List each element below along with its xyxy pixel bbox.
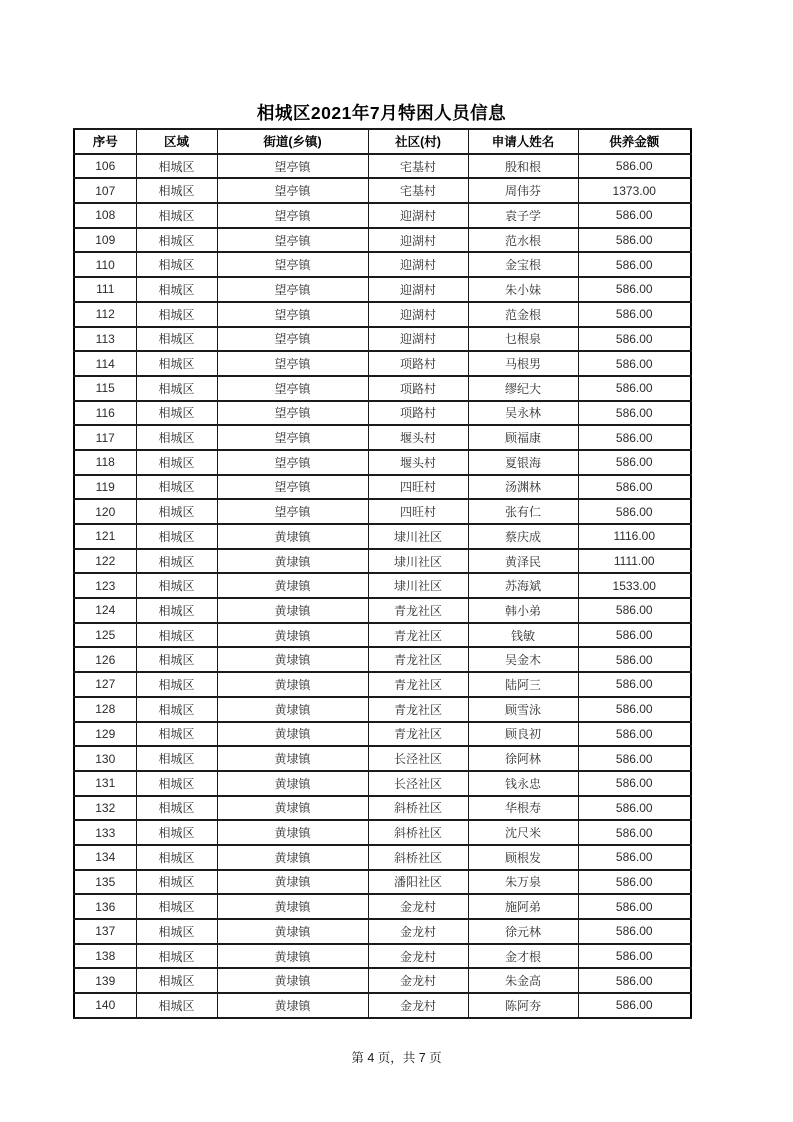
table-cell: 沈尺米 [468, 820, 578, 845]
table-cell: 黄埭镇 [217, 573, 368, 598]
table-cell: 施阿弟 [468, 894, 578, 919]
table-cell: 586.00 [578, 228, 691, 253]
table-cell: 133 [74, 820, 136, 845]
table-cell: 相城区 [136, 376, 217, 401]
table-cell: 相城区 [136, 919, 217, 944]
table-cell: 马根男 [468, 351, 578, 376]
table-cell: 相城区 [136, 598, 217, 623]
table-cell: 望亭镇 [217, 425, 368, 450]
table-cell: 苏海斌 [468, 573, 578, 598]
table-cell: 135 [74, 870, 136, 895]
table-cell: 望亭镇 [217, 178, 368, 203]
table-cell: 相城区 [136, 697, 217, 722]
table-cell: 望亭镇 [217, 228, 368, 253]
table-cell: 乜根泉 [468, 327, 578, 352]
table-cell: 相城区 [136, 894, 217, 919]
table-row [74, 228, 691, 253]
table-cell: 相城区 [136, 450, 217, 475]
table-cell: 相城区 [136, 524, 217, 549]
table-cell: 相城区 [136, 401, 217, 426]
table-row [74, 425, 691, 450]
table-cell: 相城区 [136, 549, 217, 574]
table-row [74, 796, 691, 821]
table-cell: 张有仁 [468, 499, 578, 524]
table-cell: 金龙村 [368, 944, 468, 969]
table-cell: 望亭镇 [217, 252, 368, 277]
table-cell: 127 [74, 672, 136, 697]
table-cell: 139 [74, 968, 136, 993]
page-number-footer: 第 4 页，共 7 页 [351, 1051, 442, 1065]
table-cell: 相城区 [136, 870, 217, 895]
table-cell: 望亭镇 [217, 327, 368, 352]
table-cell: 586.00 [578, 647, 691, 672]
table-cell: 顾良初 [468, 722, 578, 747]
table-cell: 586.00 [578, 672, 691, 697]
table-cell: 120 [74, 499, 136, 524]
table-cell: 吴永林 [468, 401, 578, 426]
table-cell: 望亭镇 [217, 376, 368, 401]
table-cell: 项路村 [368, 401, 468, 426]
table-cell: 124 [74, 598, 136, 623]
table-row [74, 499, 691, 524]
table-cell: 586.00 [578, 870, 691, 895]
table-row [74, 598, 691, 623]
table-row [74, 746, 691, 771]
column-header: 街道(乡镇) [217, 129, 368, 154]
table-cell: 黄埭镇 [217, 820, 368, 845]
table-cell: 586.00 [578, 894, 691, 919]
table-cell: 金龙村 [368, 993, 468, 1018]
table-cell: 相城区 [136, 228, 217, 253]
table-cell: 108 [74, 203, 136, 228]
table-cell: 四旺村 [368, 475, 468, 500]
table-cell: 望亭镇 [217, 203, 368, 228]
table-cell: 金龙村 [368, 968, 468, 993]
page-title: 相城区2021年7月特困人员信息 [256, 103, 507, 123]
table-cell: 586.00 [578, 277, 691, 302]
table-cell: 586.00 [578, 722, 691, 747]
table-cell: 钱永忠 [468, 771, 578, 796]
table-row [74, 252, 691, 277]
table-cell: 长泾社区 [368, 746, 468, 771]
table-cell: 129 [74, 722, 136, 747]
table-cell: 黄埭镇 [217, 993, 368, 1018]
table-cell: 堰头村 [368, 425, 468, 450]
table-cell: 586.00 [578, 697, 691, 722]
table-cell: 586.00 [578, 351, 691, 376]
table-cell: 586.00 [578, 499, 691, 524]
table-cell: 斜桥社区 [368, 820, 468, 845]
table-cell: 黄埭镇 [217, 623, 368, 648]
table-cell: 金宝根 [468, 252, 578, 277]
column-header: 序号 [74, 129, 136, 154]
table-cell: 140 [74, 993, 136, 1018]
table-cell: 黄埭镇 [217, 746, 368, 771]
table-cell: 迎湖村 [368, 228, 468, 253]
table-cell: 112 [74, 302, 136, 327]
table-cell: 相城区 [136, 820, 217, 845]
table-cell: 韩小弟 [468, 598, 578, 623]
table-row [74, 944, 691, 969]
table-row [74, 722, 691, 747]
table-cell: 137 [74, 919, 136, 944]
table-cell: 黄埭镇 [217, 968, 368, 993]
table-cell: 116 [74, 401, 136, 426]
table-cell: 金龙村 [368, 894, 468, 919]
table-cell: 黄埭镇 [217, 672, 368, 697]
table-cell: 黄埭镇 [217, 894, 368, 919]
table-cell: 1111.00 [578, 549, 691, 574]
table-cell: 586.00 [578, 203, 691, 228]
table-cell: 586.00 [578, 623, 691, 648]
table-cell: 黄埭镇 [217, 771, 368, 796]
table-cell: 134 [74, 845, 136, 870]
table-cell: 青龙社区 [368, 722, 468, 747]
table-row [74, 919, 691, 944]
table-cell: 项路村 [368, 376, 468, 401]
table-row [74, 672, 691, 697]
table-cell: 相城区 [136, 796, 217, 821]
table-row [74, 870, 691, 895]
table-cell: 袁子学 [468, 203, 578, 228]
table-cell: 范金根 [468, 302, 578, 327]
table-cell: 望亭镇 [217, 302, 368, 327]
table-cell: 迎湖村 [368, 302, 468, 327]
table-cell: 黄泽民 [468, 549, 578, 574]
table-cell: 相城区 [136, 499, 217, 524]
table-cell: 586.00 [578, 376, 691, 401]
table-cell: 586.00 [578, 944, 691, 969]
table-cell: 黄埭镇 [217, 598, 368, 623]
table-cell: 缪纪大 [468, 376, 578, 401]
table-cell: 望亭镇 [217, 277, 368, 302]
table-cell: 斜桥社区 [368, 796, 468, 821]
table-cell: 相城区 [136, 623, 217, 648]
table-cell: 586.00 [578, 475, 691, 500]
table-cell: 相城区 [136, 327, 217, 352]
table-cell: 范水根 [468, 228, 578, 253]
table-cell: 陈阿夯 [468, 993, 578, 1018]
table-cell: 望亭镇 [217, 475, 368, 500]
table-cell: 123 [74, 573, 136, 598]
table-cell: 周伟芬 [468, 178, 578, 203]
table-row [74, 450, 691, 475]
table-cell: 夏银海 [468, 450, 578, 475]
table-cell: 586.00 [578, 302, 691, 327]
table-cell: 125 [74, 623, 136, 648]
table-cell: 586.00 [578, 771, 691, 796]
table-cell: 126 [74, 647, 136, 672]
table-cell: 586.00 [578, 796, 691, 821]
table-cell: 586.00 [578, 820, 691, 845]
table-cell: 117 [74, 425, 136, 450]
table-row [74, 549, 691, 574]
table-cell: 迎湖村 [368, 277, 468, 302]
table-cell: 朱小妹 [468, 277, 578, 302]
table-cell: 相城区 [136, 178, 217, 203]
table-row [74, 771, 691, 796]
table-cell: 113 [74, 327, 136, 352]
table-cell: 586.00 [578, 450, 691, 475]
table-cell: 徐元林 [468, 919, 578, 944]
table-row [74, 327, 691, 352]
table-cell: 1533.00 [578, 573, 691, 598]
table-cell: 青龙社区 [368, 697, 468, 722]
table-row [74, 302, 691, 327]
column-header: 社区(村) [368, 129, 468, 154]
table-cell: 相城区 [136, 252, 217, 277]
table-cell: 迎湖村 [368, 327, 468, 352]
table-cell: 106 [74, 154, 136, 179]
table-cell: 586.00 [578, 598, 691, 623]
table-cell: 长泾社区 [368, 771, 468, 796]
table-cell: 蔡庆成 [468, 524, 578, 549]
table-cell: 堰头村 [368, 450, 468, 475]
table-cell: 128 [74, 697, 136, 722]
table-cell: 潘阳社区 [368, 870, 468, 895]
table-cell: 钱敏 [468, 623, 578, 648]
table-cell: 相城区 [136, 771, 217, 796]
table-cell: 121 [74, 524, 136, 549]
table-cell: 斜桥社区 [368, 845, 468, 870]
table-cell: 望亭镇 [217, 499, 368, 524]
table-cell: 132 [74, 796, 136, 821]
table-row [74, 697, 691, 722]
table-cell: 黄埭镇 [217, 796, 368, 821]
table-cell: 相城区 [136, 944, 217, 969]
table-cell: 相城区 [136, 302, 217, 327]
table-cell: 114 [74, 351, 136, 376]
table-cell: 相城区 [136, 672, 217, 697]
table-cell: 望亭镇 [217, 450, 368, 475]
table-cell: 宅基村 [368, 178, 468, 203]
table-cell: 相城区 [136, 475, 217, 500]
table-cell: 顾福康 [468, 425, 578, 450]
table-cell: 项路村 [368, 351, 468, 376]
table-cell: 迎湖村 [368, 203, 468, 228]
table-row [74, 845, 691, 870]
table-cell: 586.00 [578, 919, 691, 944]
table-row [74, 277, 691, 302]
table-cell: 黄埭镇 [217, 524, 368, 549]
column-header: 申请人姓名 [468, 129, 578, 154]
table-cell: 586.00 [578, 401, 691, 426]
table-cell: 吴金木 [468, 647, 578, 672]
welfare-recipients-table [73, 128, 692, 1019]
table-row [74, 178, 691, 203]
table-cell: 131 [74, 771, 136, 796]
column-header: 供养金额 [578, 129, 691, 154]
table-cell: 1373.00 [578, 178, 691, 203]
table-cell: 相城区 [136, 746, 217, 771]
table-row [74, 475, 691, 500]
table-cell: 115 [74, 376, 136, 401]
table-row [74, 401, 691, 426]
table-cell: 青龙社区 [368, 647, 468, 672]
table-row [74, 524, 691, 549]
table-cell: 相城区 [136, 425, 217, 450]
table-row [74, 154, 691, 179]
table-cell: 黄埭镇 [217, 549, 368, 574]
table-cell: 黄埭镇 [217, 647, 368, 672]
table-cell: 汤渊林 [468, 475, 578, 500]
table-cell: 徐阿林 [468, 746, 578, 771]
table-cell: 相城区 [136, 351, 217, 376]
table-cell: 586.00 [578, 746, 691, 771]
table-cell: 586.00 [578, 425, 691, 450]
column-header: 区域 [136, 129, 217, 154]
table-cell: 宅基村 [368, 154, 468, 179]
table-cell: 迎湖村 [368, 252, 468, 277]
table-cell: 黄埭镇 [217, 845, 368, 870]
table-cell: 相城区 [136, 647, 217, 672]
table-cell: 顾根发 [468, 845, 578, 870]
table-cell: 望亭镇 [217, 154, 368, 179]
table-header-row [74, 129, 691, 154]
table-row [74, 376, 691, 401]
table-cell: 119 [74, 475, 136, 500]
table-cell: 青龙社区 [368, 672, 468, 697]
table-cell: 埭川社区 [368, 524, 468, 549]
table-cell: 望亭镇 [217, 401, 368, 426]
table-cell: 相城区 [136, 203, 217, 228]
table-cell: 586.00 [578, 327, 691, 352]
table-cell: 118 [74, 450, 136, 475]
table-cell: 相城区 [136, 722, 217, 747]
table-cell: 青龙社区 [368, 623, 468, 648]
table-cell: 朱万泉 [468, 870, 578, 895]
table-row [74, 573, 691, 598]
table-cell: 金龙村 [368, 919, 468, 944]
table-cell: 110 [74, 252, 136, 277]
table-cell: 586.00 [578, 968, 691, 993]
table-cell: 586.00 [578, 993, 691, 1018]
table-cell: 黄埭镇 [217, 697, 368, 722]
table-cell: 陆阿三 [468, 672, 578, 697]
table-cell: 望亭镇 [217, 351, 368, 376]
table-row [74, 894, 691, 919]
table-cell: 111 [74, 277, 136, 302]
table-cell: 相城区 [136, 573, 217, 598]
table-cell: 埭川社区 [368, 573, 468, 598]
table-cell: 埭川社区 [368, 549, 468, 574]
table-row [74, 968, 691, 993]
table-cell: 顾雪泳 [468, 697, 578, 722]
table-row [74, 993, 691, 1018]
table-cell: 107 [74, 178, 136, 203]
table-cell: 黄埭镇 [217, 944, 368, 969]
table-cell: 青龙社区 [368, 598, 468, 623]
table-cell: 109 [74, 228, 136, 253]
table-cell: 金才根 [468, 944, 578, 969]
table-cell: 相城区 [136, 277, 217, 302]
table-cell: 四旺村 [368, 499, 468, 524]
table-cell: 相城区 [136, 968, 217, 993]
table-cell: 黄埭镇 [217, 919, 368, 944]
table-row [74, 647, 691, 672]
table-cell: 586.00 [578, 845, 691, 870]
table-cell: 相城区 [136, 845, 217, 870]
table-row [74, 820, 691, 845]
table-cell: 138 [74, 944, 136, 969]
table-cell: 586.00 [578, 252, 691, 277]
table-cell: 136 [74, 894, 136, 919]
table-cell: 黄埭镇 [217, 722, 368, 747]
table-cell: 相城区 [136, 993, 217, 1018]
table-cell: 586.00 [578, 154, 691, 179]
table-row [74, 623, 691, 648]
table-cell: 122 [74, 549, 136, 574]
table-cell: 130 [74, 746, 136, 771]
table-row [74, 351, 691, 376]
table-cell: 华根寿 [468, 796, 578, 821]
table-cell: 相城区 [136, 154, 217, 179]
table-cell: 朱金高 [468, 968, 578, 993]
table-cell: 黄埭镇 [217, 870, 368, 895]
table-cell: 殷和根 [468, 154, 578, 179]
table-row [74, 203, 691, 228]
table-cell: 1116.00 [578, 524, 691, 549]
